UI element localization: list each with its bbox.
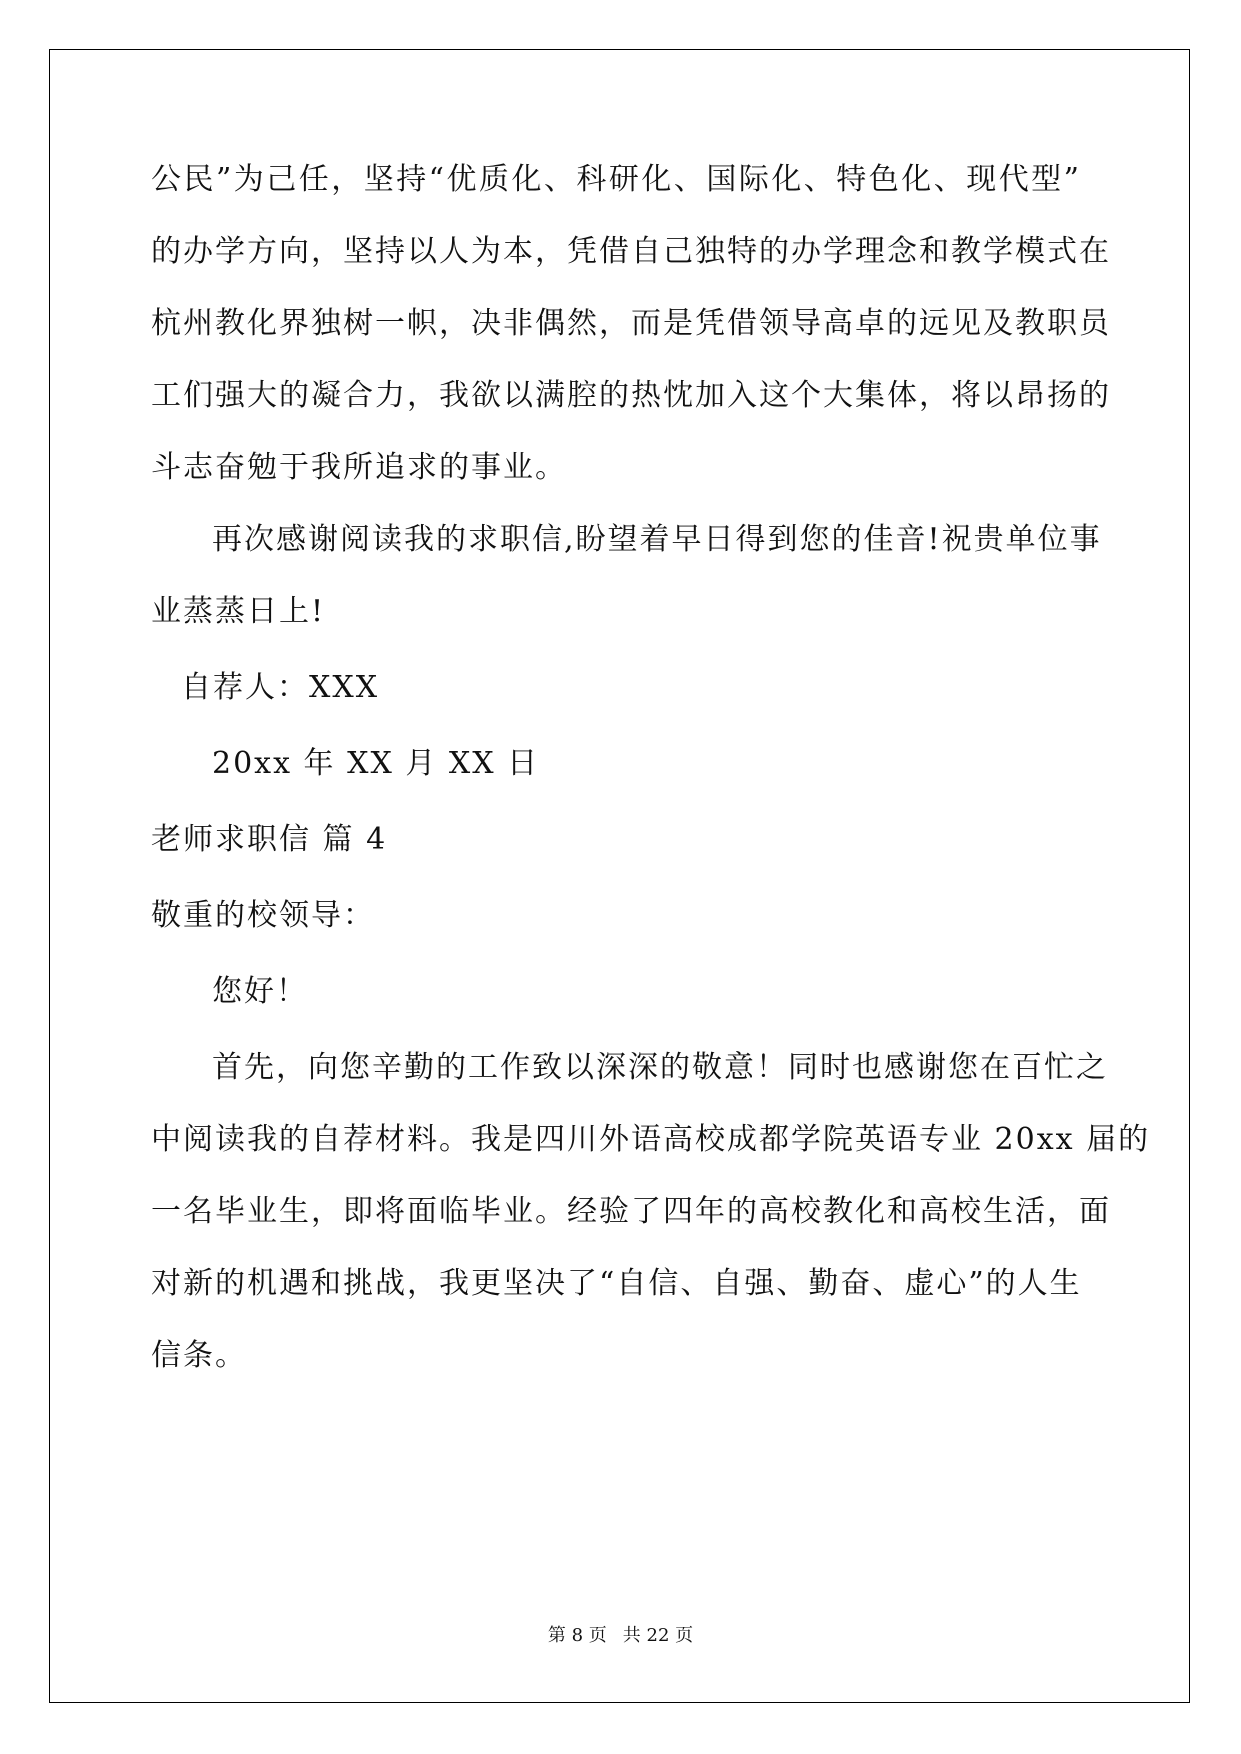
paragraph-line: 工们强大的凝合力，我欲以满腔的热忱加入这个大集体，将以昂扬的 — [151, 378, 1111, 413]
paragraph-line: 对新的机遇和挑战，我更坚决了“自信、自强、勤奋、虚心”的人生 — [151, 1266, 1082, 1301]
section-heading: 老师求职信 篇 4 — [151, 822, 388, 857]
page-footer — [0, 1621, 1241, 1647]
paragraph-line: 公民”为己任，坚持“优质化、科研化、国际化、特色化、现代型” — [151, 162, 1081, 197]
paragraph-line: 的办学方向，坚持以人为本，凭借自己独特的办学理念和教学模式在 — [151, 234, 1111, 269]
paragraph-line: 首先，向您辛勤的工作致以深深的敬意！同时也感谢您在百忙之 — [212, 1050, 1108, 1085]
paragraph-line: 杭州教化界独树一帜，决非偶然，而是凭借领导高卓的远见及教职员 — [151, 306, 1111, 341]
paragraph-line: 斗志奋勉于我所追求的事业。 — [151, 450, 567, 485]
paragraph-line: 再次感谢阅读我的求职信,盼望着早日得到您的佳音!祝贵单位事 — [212, 522, 1102, 557]
paragraph-line: 信条。 — [151, 1338, 247, 1373]
salutation: 敬重的校领导： — [151, 898, 375, 933]
paragraph-line: 一名毕业生，即将面临毕业。经验了四年的高校教化和高校生活，面 — [151, 1194, 1111, 1229]
greeting: 您好！ — [212, 974, 308, 1009]
page-total: 共 22 页 — [622, 1625, 694, 1646]
date-line: 20xx 年 XX 月 XX 日 — [212, 746, 540, 781]
signature-line: 自荐人：XXX — [181, 670, 380, 705]
page-border — [49, 49, 1190, 1703]
paragraph-line: 中阅读我的自荐材料。我是四川外语高校成都学院英语专业 20xx 届的 — [151, 1122, 1151, 1157]
paragraph-line: 业蒸蒸日上! — [151, 594, 326, 629]
page-number: 第 8 页 — [547, 1625, 607, 1646]
